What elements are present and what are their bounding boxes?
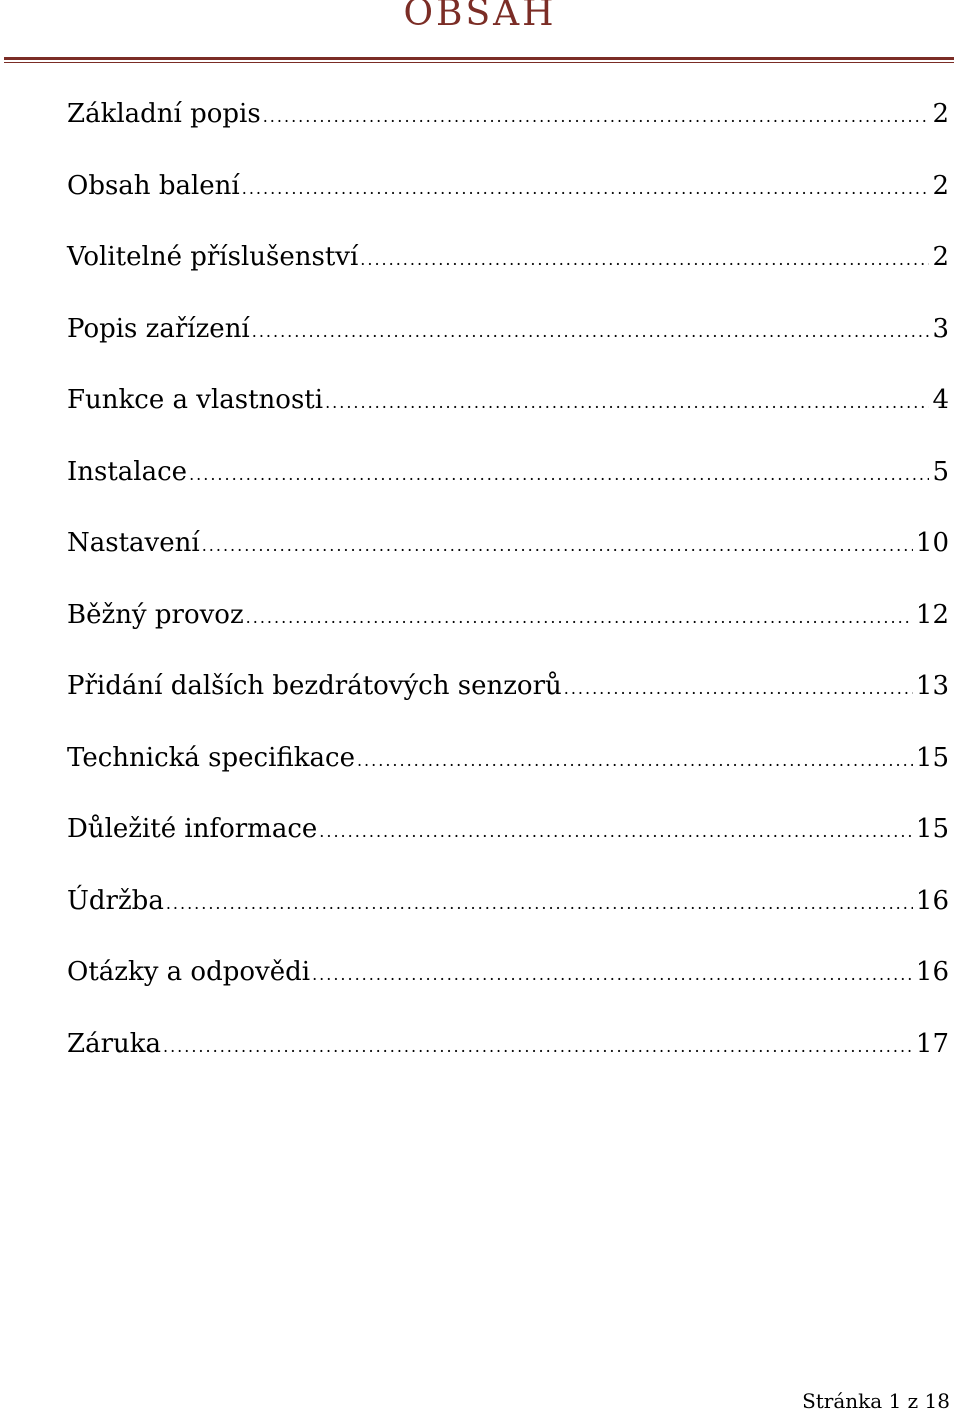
toc-dot-leader <box>325 385 929 421</box>
toc-dot-leader <box>189 457 929 493</box>
toc-dot-leader <box>202 528 913 564</box>
toc-dot-leader <box>319 814 913 850</box>
toc-dot-leader <box>252 314 930 350</box>
toc-entry-zaruka[interactable] <box>67 1026 949 1098</box>
toc-entry-label: Volitelné příslušenství <box>67 242 359 272</box>
toc-dot-leader <box>263 99 930 135</box>
toc-entry-page: 12 <box>915 599 949 630</box>
toc-entry-obsah-baleni[interactable] <box>67 168 949 240</box>
toc-entry-technicka-specifikace[interactable] <box>67 740 949 812</box>
toc-entry-label: Technická specifikace <box>67 742 355 773</box>
toc-dot-leader <box>312 957 913 993</box>
toc-entry-label: Záruka <box>67 1028 161 1059</box>
toc-dot-leader <box>166 886 913 922</box>
toc-entry-label: Údržba <box>67 885 164 916</box>
toc-entry-label: Přidání dalších bezdrátových senzorů <box>67 671 562 701</box>
toc-entry-page: 5 <box>932 456 949 487</box>
toc-entry-label: Obsah balení <box>67 170 240 201</box>
title-divider <box>4 57 954 60</box>
toc-entry-bezny-provoz[interactable] <box>67 597 949 669</box>
toc-entry-label: Otázky a odpovědi <box>67 957 311 987</box>
toc-entry-label: Nastavení <box>67 528 200 558</box>
toc-entry-volitelne-prislusenstvi[interactable] <box>67 239 949 311</box>
toc-entry-page: 16 <box>915 957 949 987</box>
toc-entry-dulezite-informace[interactable] <box>67 811 949 883</box>
toc-entry-instalace[interactable] <box>67 454 949 526</box>
toc-dot-leader <box>360 242 929 278</box>
toc-entry-zakladni-popis[interactable] <box>67 96 949 168</box>
toc-entry-popis-zarizeni[interactable] <box>67 311 949 383</box>
toc-entry-page: 2 <box>932 99 949 129</box>
toc-dot-leader <box>564 671 913 707</box>
toc-dot-leader <box>246 600 913 636</box>
toc-entry-udrzba[interactable] <box>67 883 949 955</box>
toc-entry-page: 10 <box>915 528 949 558</box>
toc-dot-leader <box>242 171 930 207</box>
toc-entry-label: Běžný provoz <box>67 599 244 630</box>
toc-entry-page: 2 <box>932 170 949 201</box>
toc-entry-label: Důležité informace <box>67 814 318 844</box>
toc-entry-page: 3 <box>932 313 949 344</box>
toc-entry-page: 15 <box>915 742 949 773</box>
toc-entry-funkce-a-vlastnosti[interactable] <box>67 382 949 454</box>
toc-entry-page: 15 <box>915 814 949 844</box>
toc-entry-page: 4 <box>932 385 949 415</box>
page-footer: Stránka 1 z 18 <box>802 1389 950 1413</box>
toc-entry-label: Instalace <box>67 456 188 487</box>
toc-entry-nastaveni[interactable] <box>67 525 949 597</box>
toc-entry-page: 16 <box>915 885 949 916</box>
toc-entry-page: 2 <box>932 242 949 272</box>
toc-entry-label: Popis zařízení <box>67 313 250 344</box>
toc-entry-page: 13 <box>915 671 949 701</box>
toc-entry-otazky-a-odpovedi[interactable] <box>67 954 949 1026</box>
table-of-contents <box>67 96 949 1097</box>
toc-dot-leader <box>163 1029 913 1065</box>
toc-entry-pridani-senzoru[interactable] <box>67 668 949 740</box>
toc-entry-label: Základní popis <box>67 99 261 129</box>
page-title: OBSAH <box>403 0 557 34</box>
toc-dot-leader <box>357 743 913 779</box>
toc-entry-page: 17 <box>915 1028 949 1059</box>
toc-entry-label: Funkce a vlastnosti <box>67 385 324 415</box>
title-divider-thin <box>4 62 954 63</box>
